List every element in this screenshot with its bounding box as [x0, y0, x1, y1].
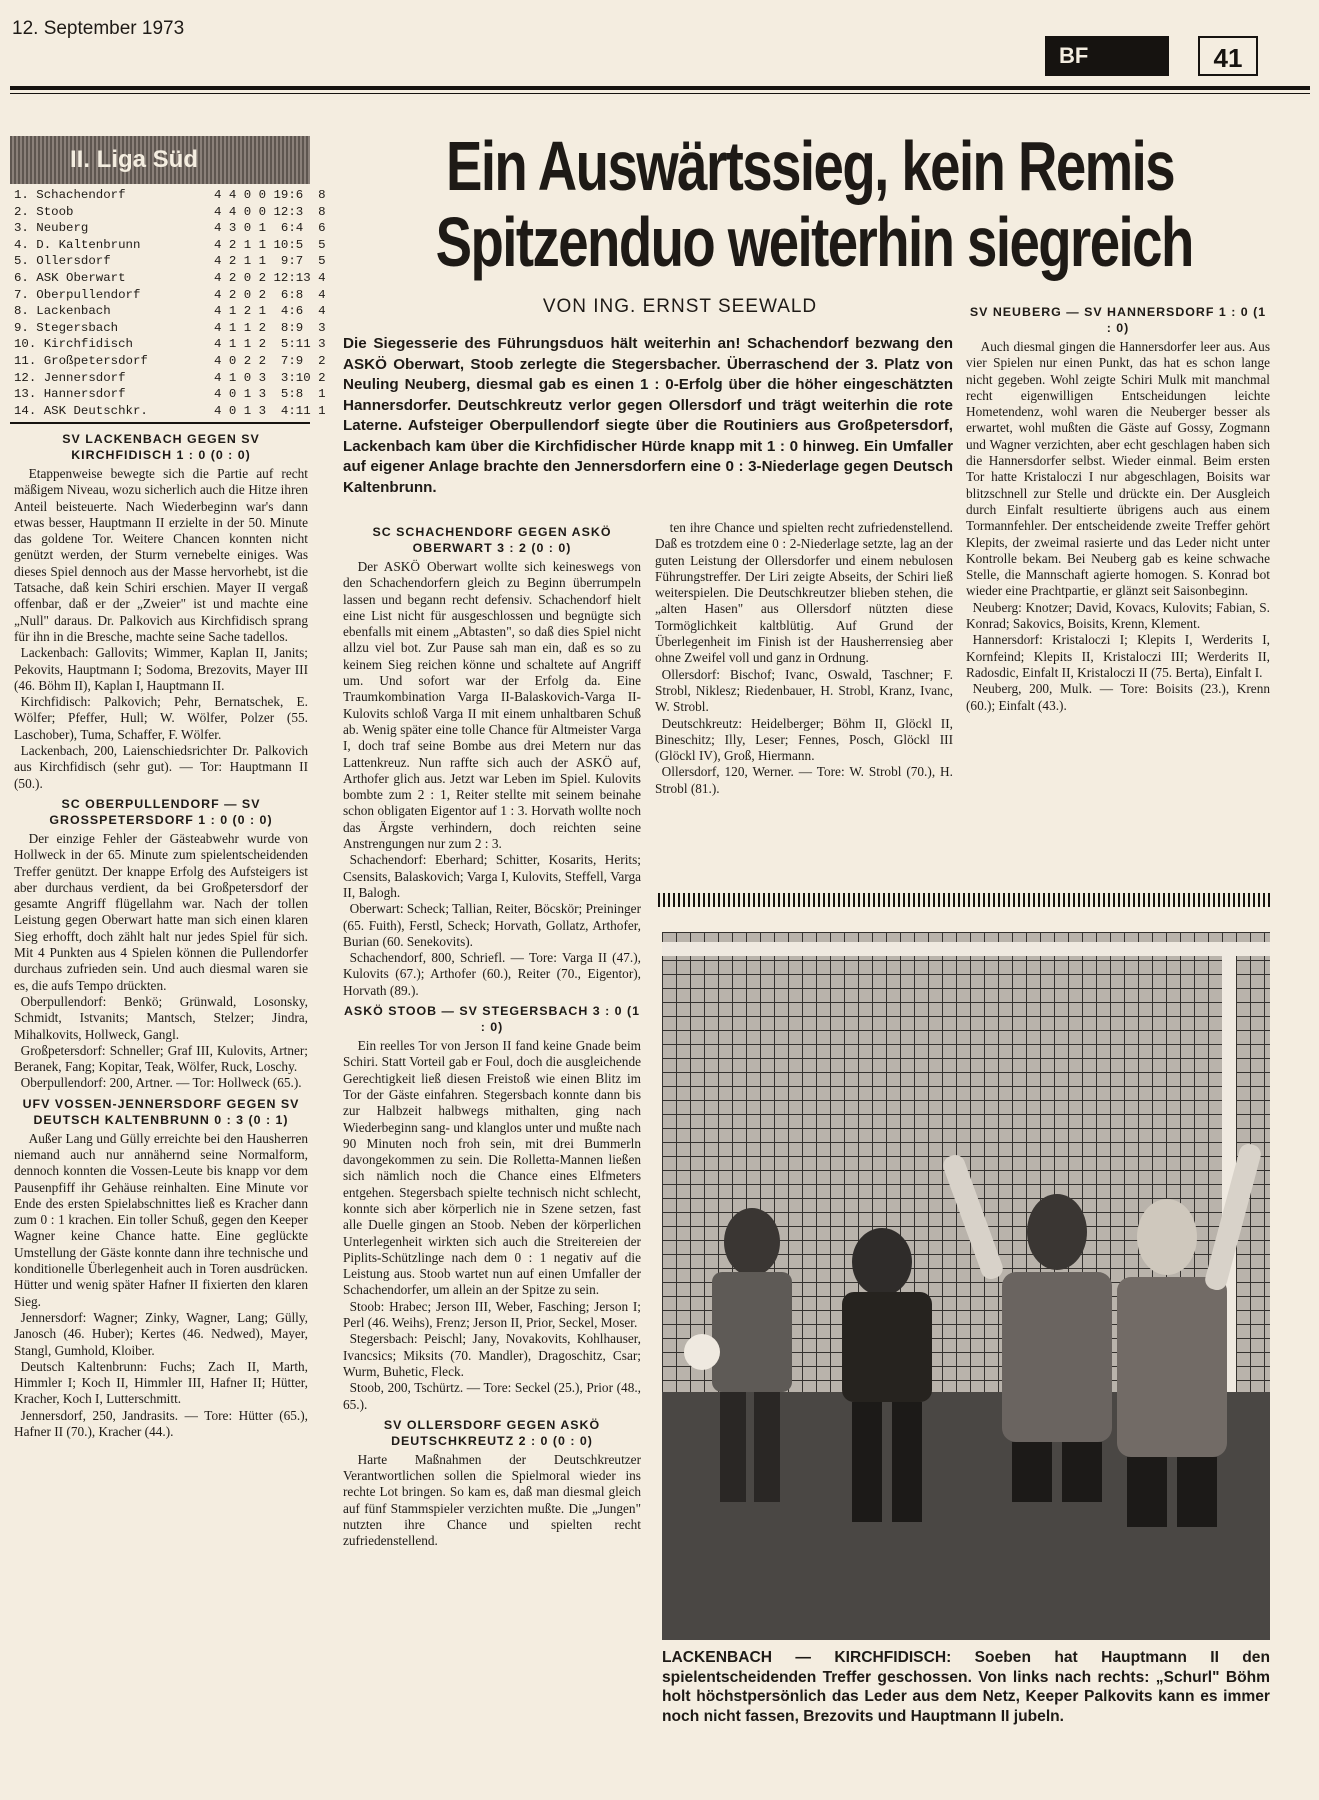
team-record: 4 1 2 1 4:6 4 — [214, 304, 326, 319]
headline-main: Ein Auswärtssieg, kein Remis — [445, 127, 1175, 205]
match-facts: Neuberg, 200, Mulk. — Tore: Boisits (23.), Krenn (60.); Einfalt (43.). — [966, 681, 1270, 713]
team-name: 10. Kirchfidisch — [14, 337, 133, 352]
lineup: Oberwart: Scheck; Tallian, Reiter, Böcskör; Preininger (65. Fuith), Ferstl, Scheck; Horvath, Gollatz, Arthofer, Burian (60. Senekovits). — [343, 901, 641, 949]
lineup: Schachendorf: Eberhard; Schitter, Kosarits, Herits; Csensits, Balaskovich; Varga I, Kulovits, Steffell, Varga II, Balogh. — [343, 852, 641, 900]
team-name: 4. D. Kaltenbrunn — [14, 237, 141, 252]
photo-illustration — [662, 932, 1270, 1640]
lineup: Stegersbach: Peischl; Jany, Novakovits, Kohlhauser, Ivancsics; Miksits (70. Mandler), Dragoschitz, Csar; Wurm, Buhetic, Fleck. — [343, 1331, 641, 1379]
team-record: 4 2 0 2 6:8 4 — [214, 287, 326, 302]
standings-row — [14, 370, 326, 387]
standings-row — [14, 287, 326, 304]
match-heading: SV OLLERSDORF GEGEN ASKÖ DEUTSCHKREUTZ 2 : 0 (0 : 0) — [383, 1417, 601, 1448]
standings-row — [14, 204, 326, 221]
standings-row — [14, 187, 326, 204]
match-facts: Stoob, 200, Tschürtz. — Tore: Seckel (25.), Prior (48., 65.). — [343, 1380, 641, 1412]
issue-date: 12. September 1973 — [12, 18, 185, 39]
team-record: 4 1 1 2 8:9 3 — [214, 320, 326, 335]
lineup: Deutschkreutz: Heidelberger; Böhm II, Glöckl II, Bineschitz; Illy, Leser; Fennes, Posch, Glöckl III (Glöckl IV), Groß, Hiermann. — [655, 715, 953, 764]
standings-row — [14, 303, 326, 320]
team-record: 4 0 2 2 7:9 2 — [214, 353, 326, 368]
lead-paragraph: Die Siegesserie des Führungsduos hält weiterhin an! Schachendorf bezwang den ASKÖ Oberwart, Stoob zerlegte die Stegersbacher. Überraschend der 3. Platz von Neuling Neuberg, diesmal gab es einen 1 : 0-Erfolg über die höher eingeschätzten Hannersdorfer. Deutschkreutz verlor gegen Ollersdorf und trägt weiterhin die rote Laterne. Aufsteiger Oberpullendorf siegte über die Routiniers aus Großpetersdorf, Lackenbach kam über die Kirchfidischer Hürde knapp mit 1 : 0 hinweg. Ein Umfaller auf eigener Anlage brachte den Jennersdorfern eine 0 : 3-Niederlage gegen Deutsch Kaltenbrunn. — [343, 335, 953, 496]
team-record: 4 1 1 2 5:11 3 — [214, 337, 326, 352]
lineup: Kirchfidisch: Palkovich; Pehr, Bernatschek, E. Wölfer; Pfeffer, Hull; W. Wölfer, Polzer (55. Laschober), Tuma, Schaffer, F. Wölfer. — [14, 694, 308, 742]
standings-row — [14, 270, 326, 287]
team-name: 11. Großpetersdorf — [14, 353, 148, 368]
standings-row — [14, 220, 326, 237]
match-photo — [662, 932, 1270, 1640]
column-a — [14, 427, 308, 1787]
match-report: Der einzige Fehler der Gästeabwehr wurde von Hollweck in der 65. Minute zum spielentscheidenden Treffer genützt. Der knappe Erfolg des Aufsteigers ist aber durchaus verdient, da bei Großpetersdorf der gesamte Angriff flügellahm war. Nach der tollen Leistung gegen Oberwart hatte man sich einen klaren Sieg erhofft, doch zählt halt nur jedes Spiel für sich. Mit 4 Punkten aus 4 Spielen können die Pullendorfer durchaus zufrieden sein. Und auch diesmal waren sie es, die aufs Tempo drückten. — [14, 830, 308, 993]
lineup: Hannersdorf: Kristaloczi I; Klepits I, Werderits I, Kornfeind; Klepits II, Kristaloczi III; Werderits II, Radosdic, Einfalt II, Kristaloczi II (75. Berta), Einfalt I. — [966, 632, 1270, 680]
team-record: 4 0 1 3 4:11 1 — [214, 403, 326, 418]
standings-row — [14, 320, 326, 337]
lineup: Ollersdorf: Bischof; Ivanc, Oswald, Taschner; F. Strobl, Niklesz; Riedenbauer, H. Strobl, Kranz, Ivanc, W. Strobl. — [655, 666, 953, 715]
lineup: Stoob: Hrabec; Jerson III, Weber, Fasching; Jerson I; Perl (46. Weihs), Frenz; Jerson II, Prior, Seckel, Moser. — [343, 1298, 641, 1331]
team-name: 9. Stegersbach — [14, 320, 119, 335]
match-facts: Schachendorf, 800, Schriefl. — Tore: Varga II (47.), Kulovits (67.); Arthofer (60.), Reiter (70., Eigentor), Horvath (89.). — [343, 950, 641, 998]
standings-row — [14, 353, 326, 370]
team-name: 13. Hannersdorf — [14, 387, 126, 402]
team-record: 4 0 1 3 5:8 1 — [214, 387, 326, 402]
team-record: 4 2 0 2 12:13 4 — [214, 270, 326, 285]
byline: VON ING. ERNST SEEWALD — [542, 296, 818, 317]
match-report: Harte Maßnahmen der Deutschkreutzer Verantwortlichen sollen die Spielmoral wieder ins rechte Lot bringen. So kam es, daß man diesmal gleich auf fünf Stammspieler verzichten mußte. Die „Jungen" nutzten ihre Chance und spielten recht zufriedenstellend. — [343, 1451, 641, 1549]
table-separator — [10, 422, 310, 424]
team-record: 4 4 0 0 12:3 8 — [214, 204, 326, 219]
column-b — [343, 520, 641, 1790]
team-record: 4 3 0 1 6:4 6 — [214, 221, 326, 236]
standings-row — [14, 253, 326, 270]
column-c — [655, 520, 953, 860]
lineup: Deutsch Kaltenbrunn: Fuchs; Zach II, Marth, Himmler I; Koch II, Himmler III, Hafner II; Hütter, Kracher, Koch I, Lutterschmitt. — [14, 1358, 308, 1407]
match-heading: SV LACKENBACH GEGEN SV KIRCHFIDISCH 1 : 0 (0 : 0) — [62, 432, 260, 462]
team-record: 4 4 0 0 19:6 8 — [214, 188, 326, 202]
match-report: Auch diesmal gingen die Hannersdorfer leer aus. Aus vier Spielen nur einen Punkt, das hat es schon lange nicht gegeben. Wohl zeigte Schiri Mulk mit manchmal recht eigenwilligen Entscheidungen leichte Hometendenz, wohl waren die Neuberger besser als erwartet, wohl mußten die Gäste auf Gossy, Zogmann und Wagner verzichten, aber echt geschlagen haben sich die Hannersdorfer selbst. Wieder einmal. Beim ersten Tor hatte Kristaloczi I nur abgeschlagen, Boisits war blitzschnell zur Stelle und drückte ein. Der Ausgleich durch Einfalt resultierte übrigens auch aus einem Tormannfehler. Der entscheidende zweite Treffer gehört Klepits, der zweimal rasierte und das Leder nicht unter Kontrolle bekam. Bei Neuberg gab es keine schwache Stelle, die Mannschaft agierte homogen. S. Konrad bot wieder eine Prachtpartie, er glänzt seit Saisonbeginn. — [966, 339, 1270, 599]
team-record: 4 2 1 1 10:5 5 — [214, 237, 326, 252]
match-heading: SV NEUBERG — SV HANNERSDORF 1 : 0 (1 : 0) — [969, 305, 1267, 335]
lineup: Großpetersdorf: Schneller; Graf III, Kulovits, Artner; Beranek, Fang; Kopitar, Teak, Wölfer, Ruck, Loschy. — [14, 1042, 308, 1075]
league-title: II. Liga Süd — [10, 136, 310, 184]
team-record: 4 1 0 3 3:10 2 — [214, 370, 326, 385]
team-name: 6. ASK Oberwart — [14, 270, 126, 285]
standings-row — [14, 403, 326, 420]
magazine-logo: BF — [1045, 36, 1169, 76]
team-name: 7. Oberpullendorf — [14, 287, 141, 302]
headline-sub: Spitzenduo weiterhin siegreich — [435, 203, 1193, 281]
standings-row — [14, 386, 326, 403]
match-heading: SC OBERPULLENDORF — SV GROSSPETERSDORF 1 : 0 (0 : 0) — [49, 796, 273, 827]
match-report: Außer Lang und Gülly erreichte bei den Hausherren niemand auch nur annähernd seine Normalform, dennoch konnten die Vossen-Leute bis knapp vor dem Pausenpfiff ihr Gehäuse reinhalten. Eine Minute vor Ende des ersten Spielabschnittes ließ es Kracher dann zum 0 : 1 krachen. Ein toller Schuß, gegen den Keeper Wagner keine Chance hatte. Eine geglückte Umstellung der Gäste konnte dann ihre technische und konditionelle Überlegenheit auch in Toren ausdrücken. Hütter und wenig später Hafner II fixierten den klaren Sieg. — [14, 1130, 308, 1309]
match-report: ten ihre Chance und spielten recht zufriedenstellend. Daß es trotzdem eine 0 : 2-Niederlage setzte, lag an der guten Leistung der Ollersdorfer und einem nebulosen Führungstreffer. Der Liri zeigte Abseits, der Schiri ließ weiterspielen. Die Deutschkreutzer blieben stehen, die „alten Hasen" aus Ollersdorf nützten diese Tormöglichkeit kaltblütig. Auf Grund der Überlegenheit im Finish ist der Hausherrensieg aber ohne Zweifel voll und ganz in Ordnung. — [655, 520, 953, 666]
team-name: 2. Stoob — [14, 204, 74, 219]
team-record: 4 2 1 1 9:7 5 — [214, 254, 326, 269]
lineup: Oberpullendorf: Benkö; Grünwald, Losonsky, Schmidt, Istvanits; Mantsch, Stelzer; Jindra, Mihalkovits, Hollweck, Gangl. — [14, 993, 308, 1042]
match-heading: UFV VOSSEN-JENNERSDORF GEGEN SV DEUTSCH KALTENBRUNN 0 : 3 (0 : 1) — [22, 1096, 300, 1127]
match-heading: ASKÖ STOOB — SV STEGERSBACH 3 : 0 (1 : 0) — [343, 1004, 641, 1035]
decorative-divider — [658, 893, 1270, 907]
team-name: 3. Neuberg — [14, 221, 89, 236]
match-facts: Ollersdorf, 120, Werner. — Tore: W. Strobl (70.), H. Strobl (81.). — [655, 764, 953, 796]
team-name: 8. Lackenbach — [14, 304, 111, 319]
lineup: Jennersdorf: Wagner; Zinky, Wagner, Lang; Gülly, Janosch (46. Huber); Kertes (46. Nedwed), Mayer, Stangl, Gumhold, Kloiber. — [14, 1309, 308, 1358]
standings-table — [14, 187, 326, 419]
team-name: 1. Schachendorf — [14, 188, 126, 202]
team-name: 14. ASK Deutschkr. — [14, 403, 148, 418]
team-name: 5. Ollersdorf — [14, 254, 111, 269]
header-rule — [10, 86, 1310, 90]
match-heading: SC SCHACHENDORF GEGEN ASKÖ OBERWART 3 : 2 (0 : 0) — [372, 525, 612, 555]
standings-row — [14, 336, 326, 353]
lineup: Lackenbach: Gallovits; Wimmer, Kaplan II, Janits; Pekovits, Hauptmann I; Sodoma, Brezovits, Mayer III (46. Böhm II), Kaplan I, Hauptmann II. — [14, 645, 308, 693]
match-facts: Oberpullendorf: 200, Artner. — Tor: Hollweck (65.). — [20, 1075, 302, 1091]
match-report: Etappenweise bewegte sich die Partie auf recht mäßigem Niveau, wozu sicherlich auch die Hitze ihren Anteil beisteuerte. Nach Wiederbeginn war's dann etwas besser, Hauptmann II erzielte in der 50. Minute das goldene Tor. Weitere Chancen konnten nicht genützt werden, der Sturm vernebelte einiges. Was dieses Spiel dennoch aus der Masse hervorhebt, ist die Tatsache, daß kein Schiri erschien. Mayer II vergaß offenbar, daß er der „Zweier" ist und machte eine „Null" daraus. Dr. Palkovich aus Kirchfidisch sprang für ihn in die Bresche, machte seine Sache tadellos. — [14, 466, 308, 644]
header-rule-thin — [10, 93, 1310, 94]
match-report: Der ASKÖ Oberwart wollte sich keineswegs von den Schachendorfern gleich zu Beginn überrumpeln lassen und begann recht defensiv. Schachendorf hielt eine List nicht für ausgeschlossen und begnügte sich ebenfalls mit einem „Abtasten", so daß dies Spiel nicht allzu viel bot. Zur Pause sah man ein, daß es so zu keinem Sieg reichen könne und schaltete auf Angriff um. Und sofort war der Erfolg da. Eine Traumkombination Varga II-Balaskovich-Varga II-Kulovits schloß Varga II mit einem unhaltbaren Schuß ab. Wenig später eine tolle Chance für Altmeister Varga I, doch traf seine Bombe aus drei Metern nur das Lattenkreuz. Nun raffte sich auch der ASKÖ auf, Arthofer glich aus. Jetzt war Leben im Spiel. Kulovits bombte zum 2 : 1, Reiter stellte mit seinem beinahe schon obligaten Eigentor auf 1 : 3. Horvath wollte noch das Ärgste verhindern, doch reichten seine Anstrengungen nur zum 2 : 3. — [343, 559, 641, 852]
team-name: 12. Jennersdorf — [14, 370, 126, 385]
photo-caption: LACKENBACH — KIRCHFIDISCH: Soeben hat Hauptmann II den spielentscheidenden Treffer geschossen. Von links nach rechts: „Schurl" Böhm holt höchstpersönlich das Leder aus dem Netz, Keeper Palkovits kann es immer noch nicht fassen, Brezovits und Hauptmann II jubeln. — [662, 1649, 1270, 1725]
match-facts: Lackenbach, 200, Laienschiedsrichter Dr. Palkovich aus Kirchfidisch (sehr gut). — Tor: Hauptmann II (50.). — [14, 743, 308, 791]
match-facts: Jennersdorf, 250, Jandrasits. — Tore: Hütter (65.), Hafner II (70.), Kracher (44.). — [14, 1407, 308, 1440]
page-number: 41 — [1198, 36, 1258, 76]
lineup: Neuberg: Knotzer; David, Kovacs, Kulovits; Fabian, S. Konrad; Sakovics, Boisits, Krenn, Klement. — [966, 599, 1270, 632]
column-d — [966, 300, 1270, 860]
match-report: Ein reelles Tor von Jerson II fand keine Gnade beim Schiri. Statt Vorteil gab er Foul, doch die ausgleichende Gerechtigkeit ließ diesen Freistoß wie einen Blitz im Tor der Gäste einfahren. Stegersbach konnte dann bis zur Halbzeit halbwegs mithalten, ging nach Wiederbeginn sang- und klanglos unter und mußte nach 90 Minuten noch froh sein, mit drei Bummerln davongekommen zu sein. Die Rolletta-Mannen ließen sich nämlich noch die Chance eines Elfmeters entgehen. Stegersbach spielte technisch nicht schlecht, konnte sich aber körperlich nie in Szene setzen, fast alle Duelle gingen an Stoob. Neben der körperlichen Unterlegenheit wirkten sich auch die Streitereien der Piplits-Schützlinge nach dem 0 : 1 negativ auf die Leistung aus. Stoob wartet nun auf einen Umfaller der Schachendorfer, um allein an der Spitze zu sein. — [343, 1038, 641, 1298]
standings-row — [14, 237, 326, 254]
